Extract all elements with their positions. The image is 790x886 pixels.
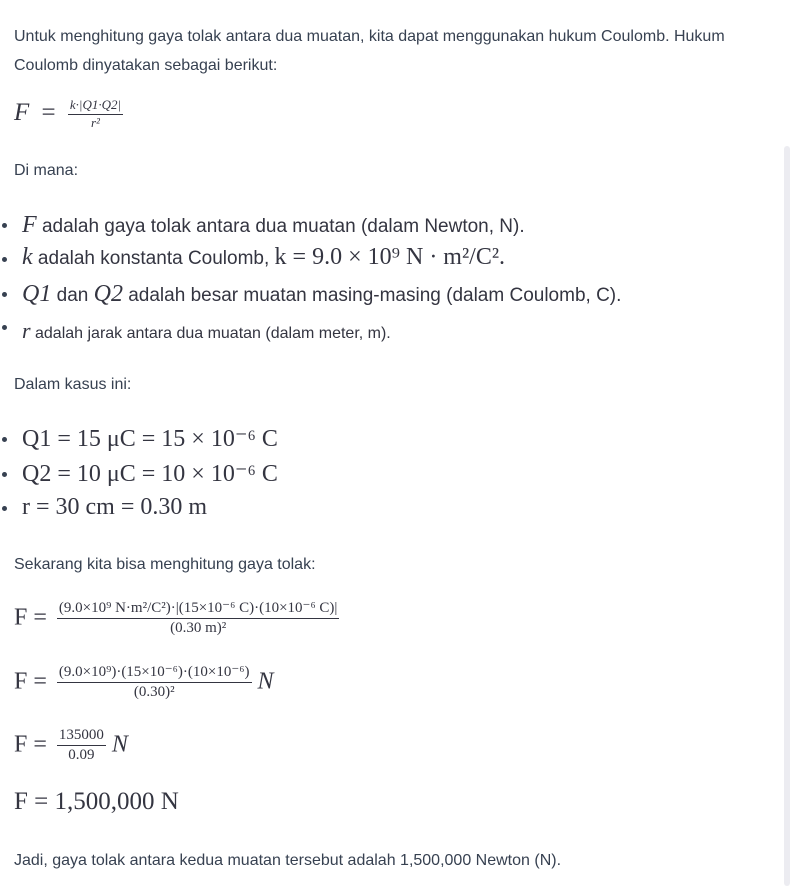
- intro-line-1: Untuk menghitung gaya tolak antara dua muatan, kita dapat menggunakan hukum Coulomb. Hukum: [14, 28, 725, 45]
- step-3-numerator: 135000: [57, 727, 106, 746]
- symbol-k: k: [22, 244, 33, 270]
- symbol-r: r: [22, 318, 31, 343]
- intro-line-2: Coulomb dinyatakan sebagai berikut:: [14, 57, 278, 74]
- definition-q: [22, 281, 621, 308]
- sekarang-label: Sekarang kita bisa menghitung gaya tolak:: [14, 556, 316, 573]
- symbol-q1: Q1: [22, 281, 52, 307]
- step-2-denominator: (0.30)²: [133, 684, 175, 701]
- value-r: r = 30 cm = 0.30 m: [22, 494, 208, 520]
- dalam-kasus-label: Dalam kasus ini:: [14, 376, 132, 393]
- di-mana-label: Di mana:: [14, 162, 79, 179]
- definition-r-text: adalah jarak antara dua muatan (dalam meter, m).: [30, 325, 391, 342]
- bullet-dot: [2, 292, 7, 297]
- step-2-numerator: (9.0×10⁹)·(15×10⁻⁶)·(10×10⁻⁶): [57, 664, 252, 683]
- step-3-denominator: 0.09: [68, 747, 95, 764]
- definition-f-text: adalah gaya tolak antara dua muatan (dalam Newton, N).: [36, 216, 525, 237]
- definition-k-text: adalah konstanta Coulomb,: [32, 248, 275, 269]
- definition-r: [22, 318, 391, 344]
- symbol-q2: Q2: [93, 281, 123, 307]
- step-2-fraction: [57, 664, 252, 702]
- step-2: [14, 664, 274, 702]
- formula-denominator: r²: [91, 114, 100, 130]
- formula-fraction: [68, 98, 123, 131]
- step-1-numerator: (9.0×10⁹ N·m²/C²)·|(15×10⁻⁶ C)·(10×10⁻⁶ C)|: [57, 600, 340, 619]
- coulomb-constant-value: k = 9.0 × 10⁹ N · m²/C².: [274, 244, 506, 270]
- conclusion: Jadi, gaya tolak antara kedua muatan tersebut adalah 1,500,000 Newton (N).: [14, 852, 562, 869]
- bullet-dot: [2, 472, 7, 477]
- step-3-lhs: F =: [14, 731, 47, 758]
- value-q2: Q2 = 10 μC = 10 × 10⁻⁶ C: [22, 461, 278, 487]
- final-result: F = 1,500,000 N: [14, 788, 179, 815]
- symbol-f: F: [22, 212, 37, 238]
- bullet-dot: [2, 437, 7, 442]
- definition-k: [22, 244, 505, 271]
- intro-paragraph: [14, 22, 725, 80]
- step-3-unit: N: [111, 731, 128, 758]
- formula-numerator: k·|Q1·Q2|: [68, 98, 123, 115]
- coulomb-formula: [14, 98, 123, 131]
- scrollbar[interactable]: [784, 146, 790, 886]
- bullet-dot: [2, 223, 7, 228]
- bullet-dot: [2, 257, 7, 262]
- step-1-fraction: [57, 600, 340, 638]
- definition-q-text-2: adalah besar muatan masing-masing (dalam Coulomb, C).: [122, 285, 622, 306]
- bullet-dot: [2, 506, 7, 511]
- step-2-lhs: F =: [14, 668, 47, 695]
- step-1: [14, 600, 339, 638]
- step-1-denominator: (0.30 m)²: [170, 620, 227, 637]
- definition-q-text: dan: [51, 285, 94, 306]
- step-3: [14, 727, 128, 765]
- step-3-fraction: [57, 727, 106, 765]
- bullet-dot: [2, 325, 7, 330]
- step-2-unit: N: [257, 668, 274, 695]
- value-q1: Q1 = 15 μC = 15 × 10⁻⁶ C: [22, 426, 278, 452]
- step-1-lhs: F =: [14, 604, 47, 631]
- definition-f: [22, 212, 525, 239]
- formula-eq: =: [41, 99, 56, 127]
- formula-lhs: F: [14, 99, 30, 127]
